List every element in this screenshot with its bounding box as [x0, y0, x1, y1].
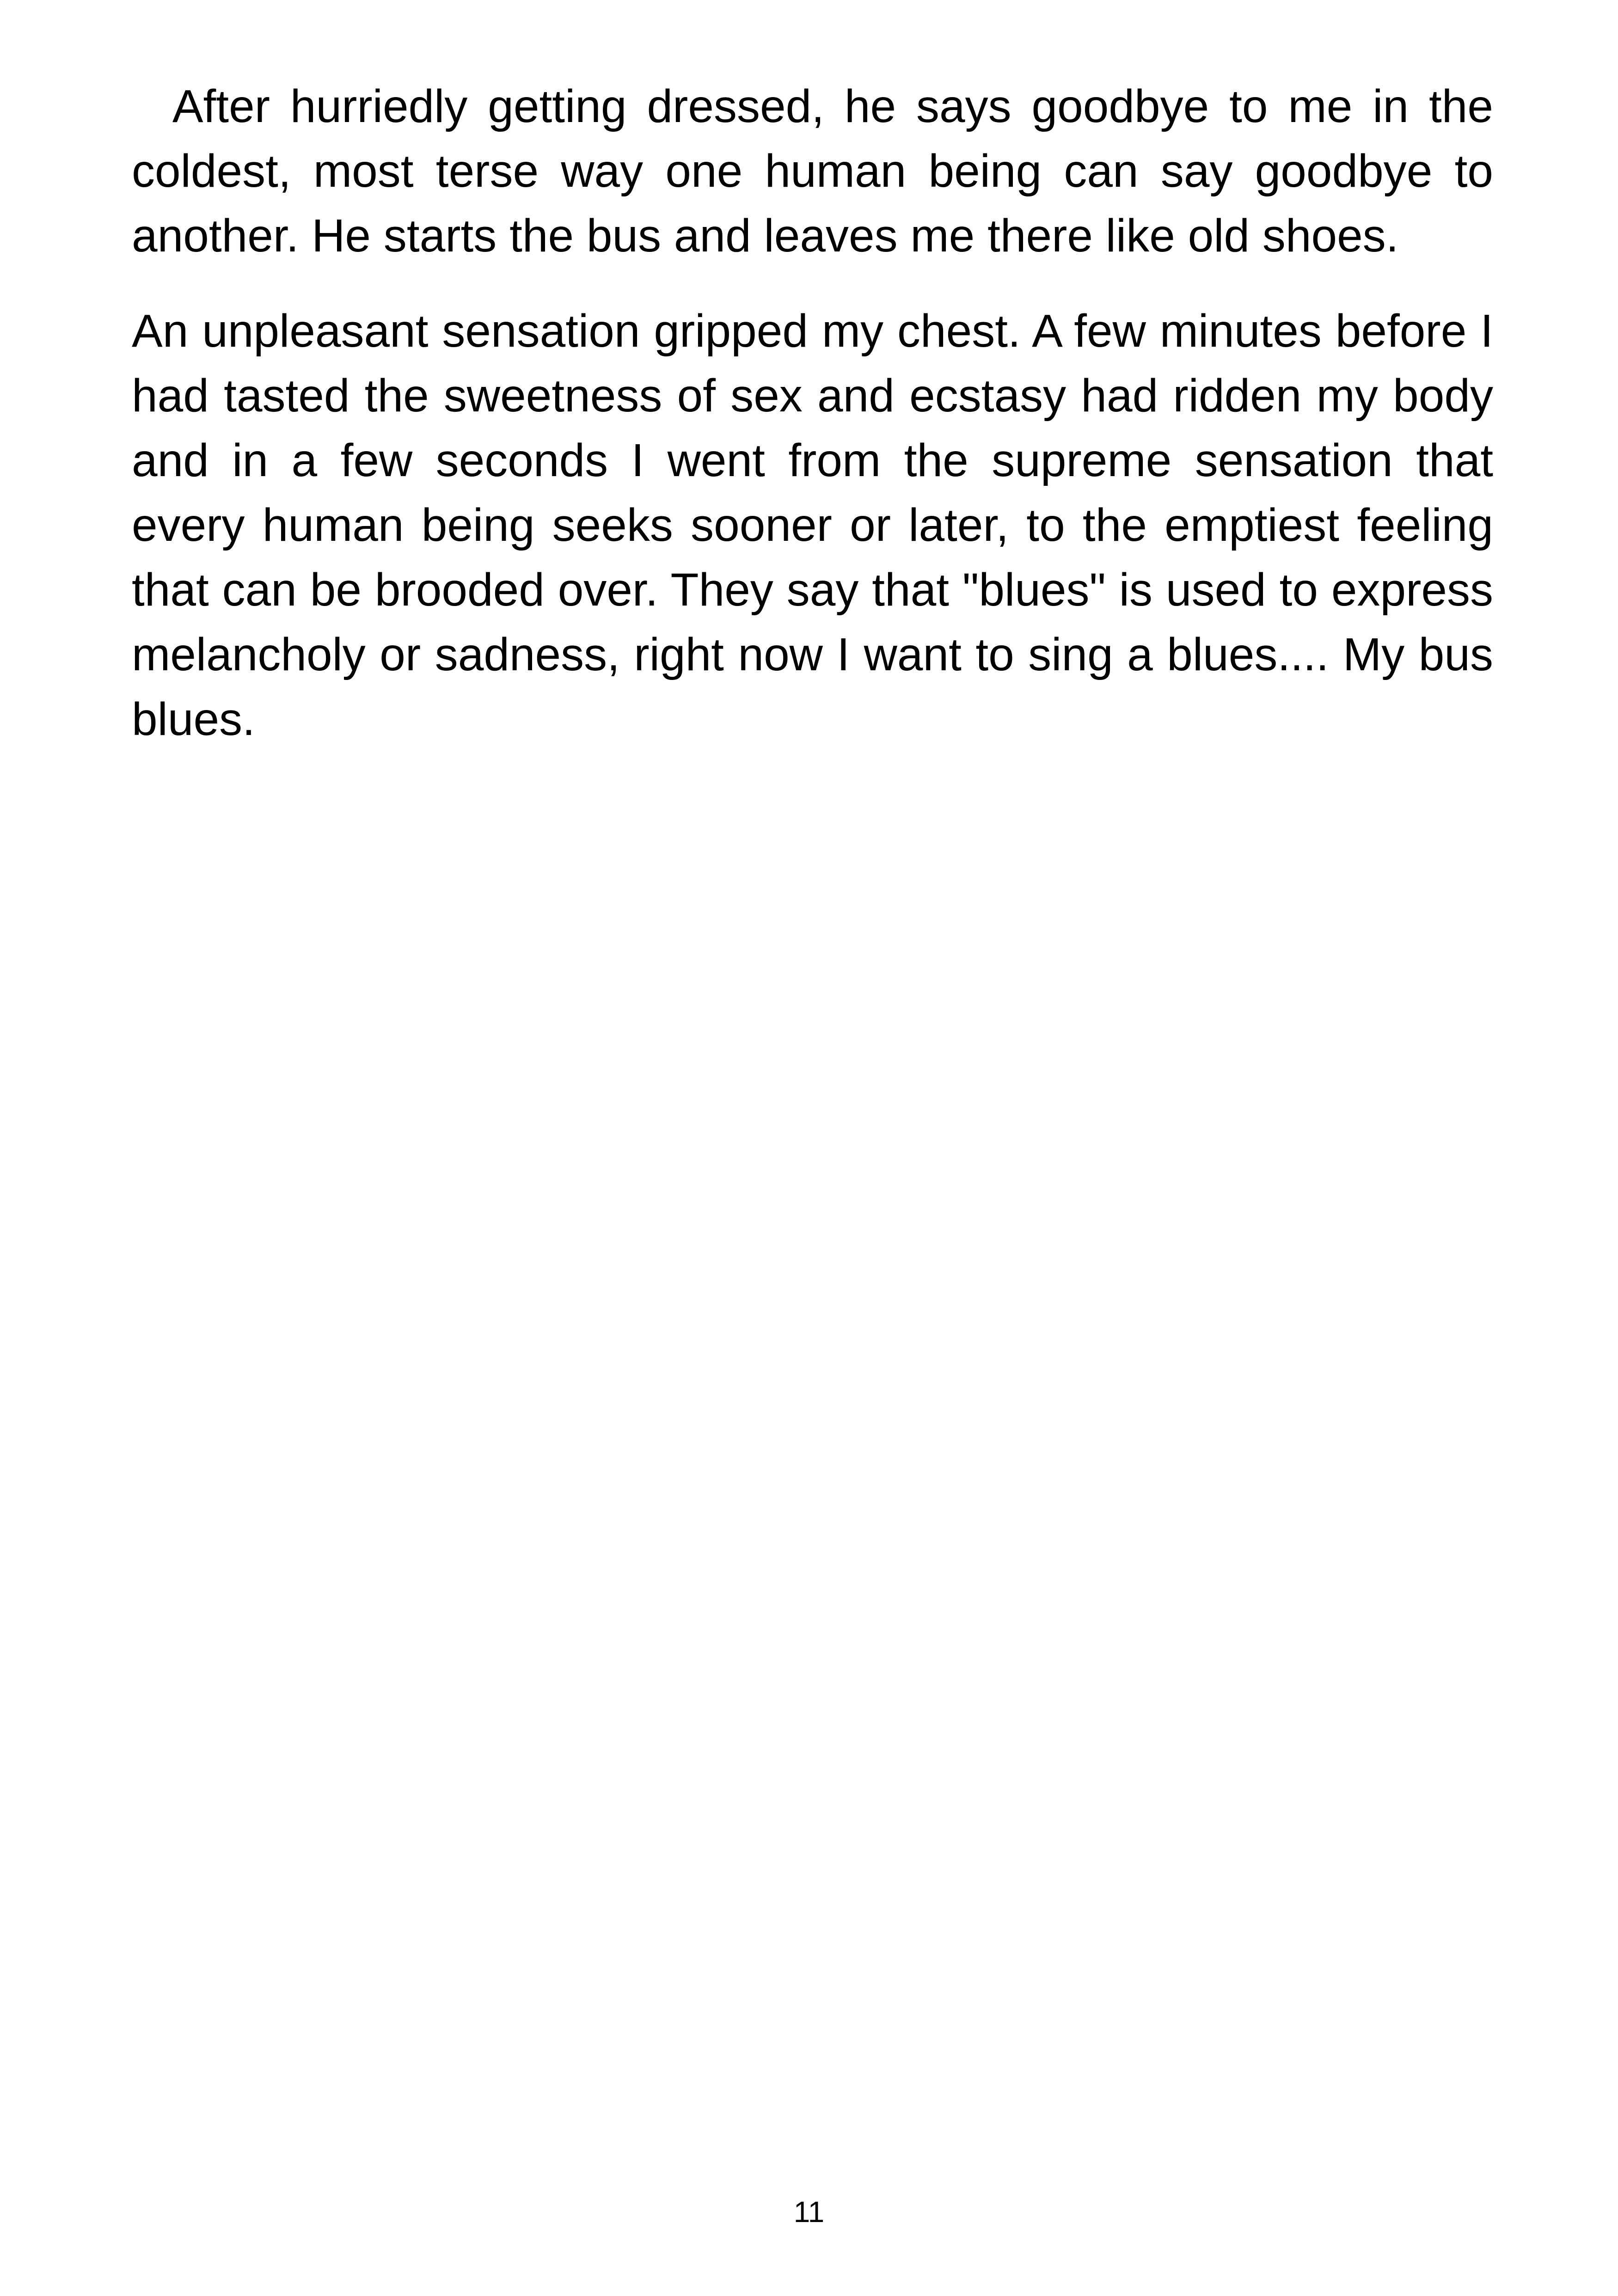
body-text — [132, 74, 1506, 752]
paragraph: After hurriedly getting dressed, he says goodbye to me in the coldest, most terse way one human being can say goodbye to another. He starts the bus and leaves me there like old shoes. — [132, 80, 1506, 262]
page-number: 11 — [793, 2195, 825, 2229]
paragraph: An unpleasant sensation gripped my chest. A few minutes before I had tasted the sweetness of sex and ecstasy had ridden my body and in a few seconds I went from the supreme sensation that every human being seeks sooner or later, to the emptiest feeling that can be brooded over. They say that "blues" is used to express melancholy or sadness, right now I want to sing a blues.... My bus blues. — [132, 305, 1506, 745]
